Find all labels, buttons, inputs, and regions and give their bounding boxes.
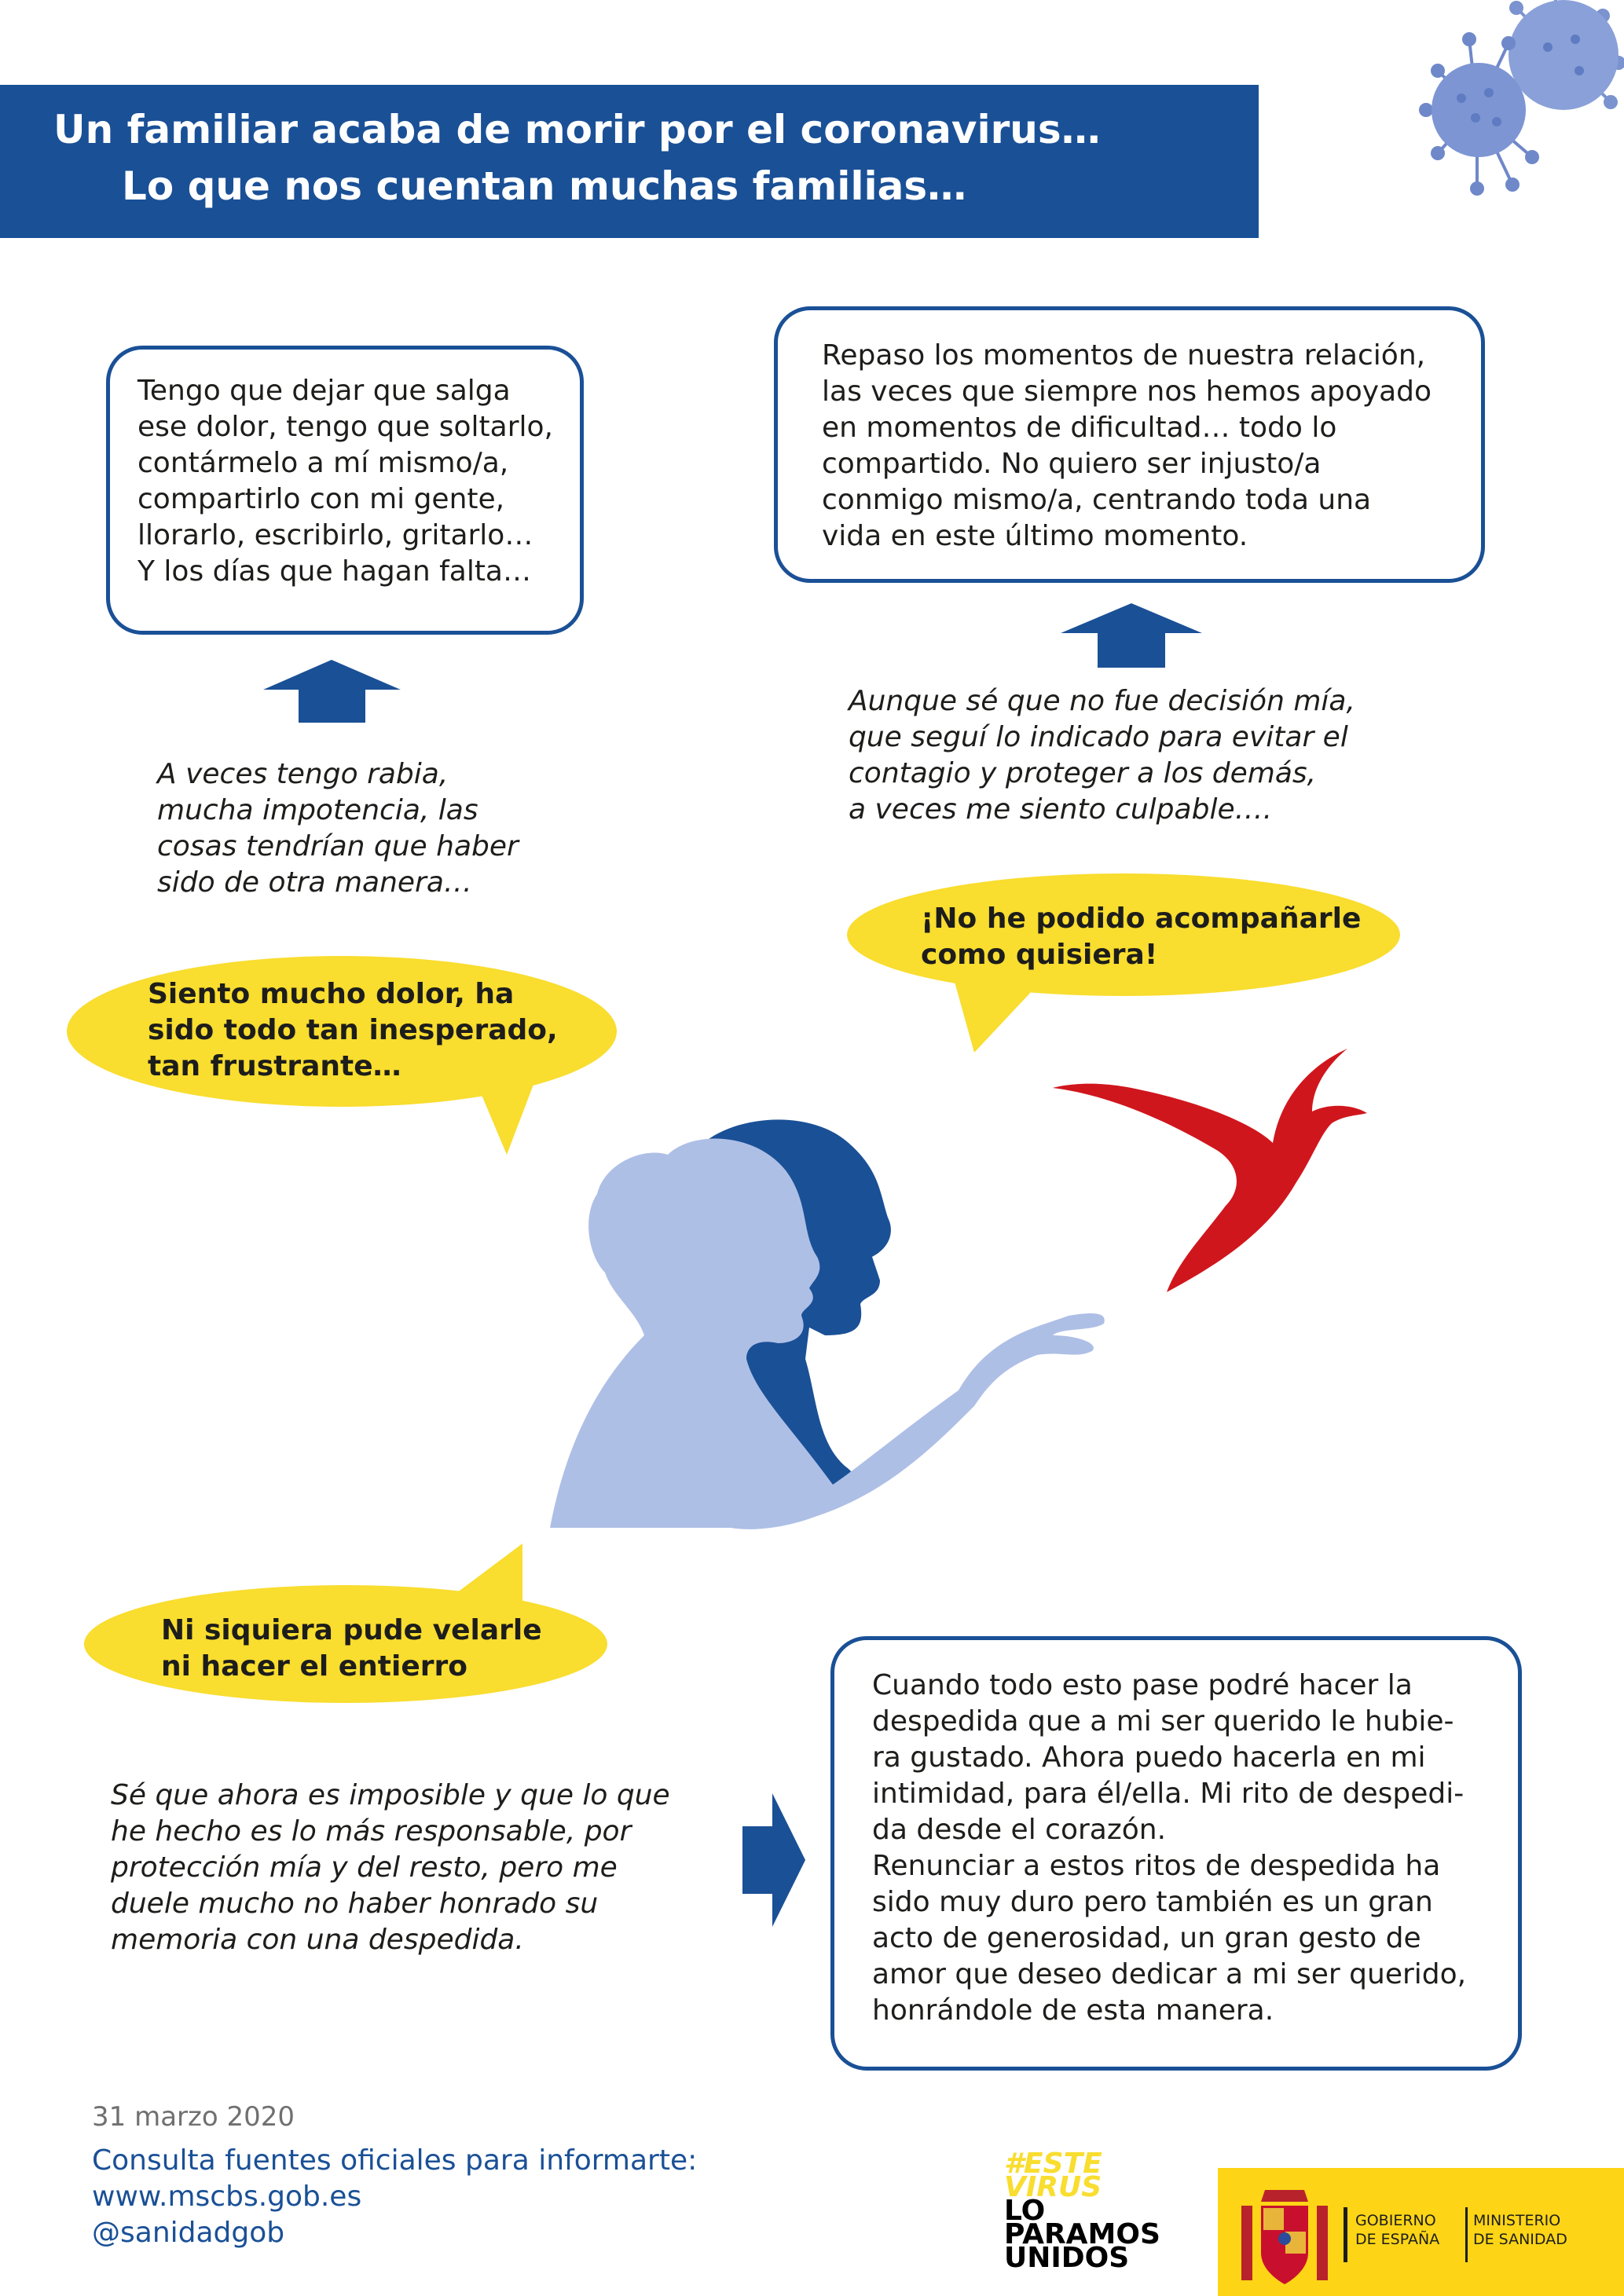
speech-text-right: ¡No he podido acompañarle como quisiera! [921,903,1362,971]
reflection-text-left: Tengo que dejar que salga ese dolor, tengo que soltarlo, contármelo a mí mismo/a, compartirlo con mi gente, llorarlo, escribirlo, gritarlo… Y los días que hagan falta… [137,375,553,588]
coronavirus-icon [1383,0,1624,204]
feeling-text-honor: Sé que ahora es imposible y que lo que he hecho es lo más responsable, por protección mía y del resto, pero me duele mucho no haber honrado su memoria con una despedida. [111,1779,670,1956]
website-link[interactable]: www.mscbs.gob.es [92,2181,362,2213]
publication-date: 31 marzo 2020 [92,2101,295,2133]
page-title: Un familiar acaba de morir por el coronavirus… [53,107,1101,152]
gov-name: GOBIERNO DE ESPAÑA [1355,2212,1440,2248]
campaign-logo: #ESTE VIRUS LO PARAMOS UNIDOS [1004,2148,1160,2274]
government-logo [1218,2168,1624,2296]
arrow-up-icon [263,660,401,723]
feeling-text-guilt: Aunque sé que no fue decisión mía, que seguí lo indicado para evitar el contagio y proteger a los demás, a veces me siento culpable…. [849,685,1355,826]
speech-text-bottom: Ni siquiera pude velarle ni hacer el entierro [161,1614,542,1683]
reflection-text-right: Repaso los momentos de nuestra relación, las veces que siempre nos hemos apoyado en momentos de dificultad… todo lo compartido. No quiero ser injusto/a conmigo mismo/a, centrando toda una vida en este último momento. [822,339,1432,552]
arrow-right-icon [742,1793,805,1927]
logo-divider [1344,2207,1347,2262]
coat-of-arms-icon [1234,2182,1336,2288]
page-subtitle: Lo que nos cuentan muchas familias… [122,163,967,209]
footer-info-text: Consulta fuentes oficiales para informarte: [92,2144,698,2177]
silhouette-illustration [550,1100,1116,1555]
speech-text-left: Siento mucho dolor, ha sido todo tan inesperado, tan frustrante… [148,978,558,1082]
logo-divider [1465,2207,1468,2262]
feeling-text-anger: A veces tengo rabia, mucha impotencia, las cosas tendrían que haber sido de otra manera… [157,758,519,899]
farewell-text: Cuando todo esto pase podré hacer la despedida que a mi ser querido le hubie- ra gustado. Ahora puedo hacerla en mi intimidad, para él/ella. Mi rito de despedi- da desde el corazón. Renunciar a estos ritos de despedida ha sido muy duro pero también es un gran acto de generosidad, un gran gesto de amor que deseo dedicar a mi ser querido, honrándole de esta manera. [872,1669,1467,2027]
bird-icon [1053,1049,1367,1300]
arrow-up-icon [1061,603,1202,668]
ministry-name: MINISTERIO DE SANIDAD [1473,2212,1567,2248]
social-handle-link[interactable]: @sanidadgob [92,2217,285,2249]
